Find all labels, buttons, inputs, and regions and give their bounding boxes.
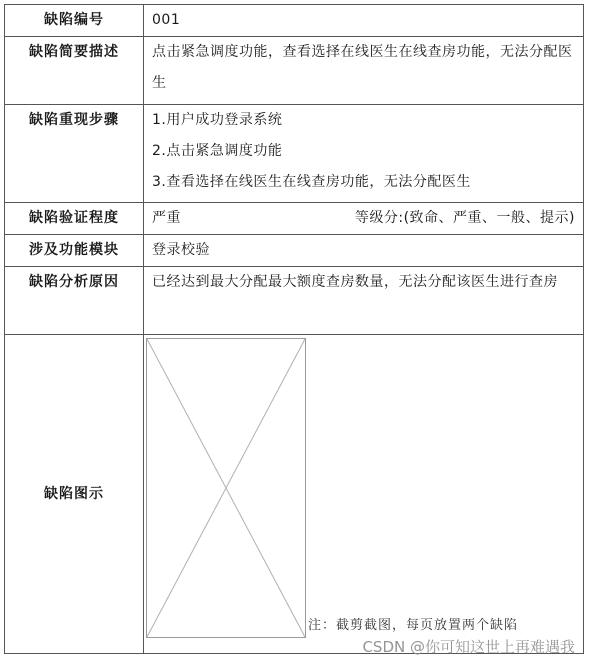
value-image <box>144 335 584 654</box>
step-item: 3.查看选择在线医生在线查房功能，无法分配医生 <box>152 174 471 190</box>
value-steps <box>144 105 584 203</box>
step-item: 1.用户成功登录系统 <box>152 112 283 128</box>
row-defect-id <box>5 5 584 37</box>
label-summary: 缺陷简要描述 <box>5 37 144 105</box>
row-summary <box>5 37 584 105</box>
value-summary: 点击紧急调度功能，查看选择在线医生在线查房功能，无法分配医生 <box>144 37 584 105</box>
row-cause <box>5 267 584 335</box>
label-module: 涉及功能模块 <box>5 235 144 267</box>
value-defect-id: 001 <box>144 5 584 37</box>
defect-report-table <box>4 4 584 654</box>
row-severity <box>5 203 584 235</box>
label-image: 缺陷图示 <box>5 335 144 654</box>
severity-level: 严重 <box>152 210 181 226</box>
label-steps: 缺陷重现步骤 <box>5 105 144 203</box>
step-item: 2.点击紧急调度功能 <box>152 143 283 159</box>
label-defect-id: 缺陷编号 <box>5 5 144 37</box>
image-note: 注：截剪截图，每页放置两个缺陷 <box>308 618 519 633</box>
label-cause: 缺陷分析原因 <box>5 267 144 335</box>
image-placeholder <box>146 338 306 638</box>
csdn-watermark: CSDN @你可知这世上再难遇我 <box>362 638 575 656</box>
severity-scale: 等级分:(致命、严重、一般、提示) <box>354 210 575 226</box>
image-placeholder-cross-icon <box>147 339 305 637</box>
value-module: 登录校验 <box>144 235 584 267</box>
row-steps <box>5 105 584 203</box>
value-severity <box>144 203 584 235</box>
row-image <box>5 335 584 654</box>
value-cause: 已经达到最大分配最大额度查房数量，无法分配该医生进行查房 <box>144 267 584 335</box>
row-module <box>5 235 584 267</box>
label-severity: 缺陷验证程度 <box>5 203 144 235</box>
